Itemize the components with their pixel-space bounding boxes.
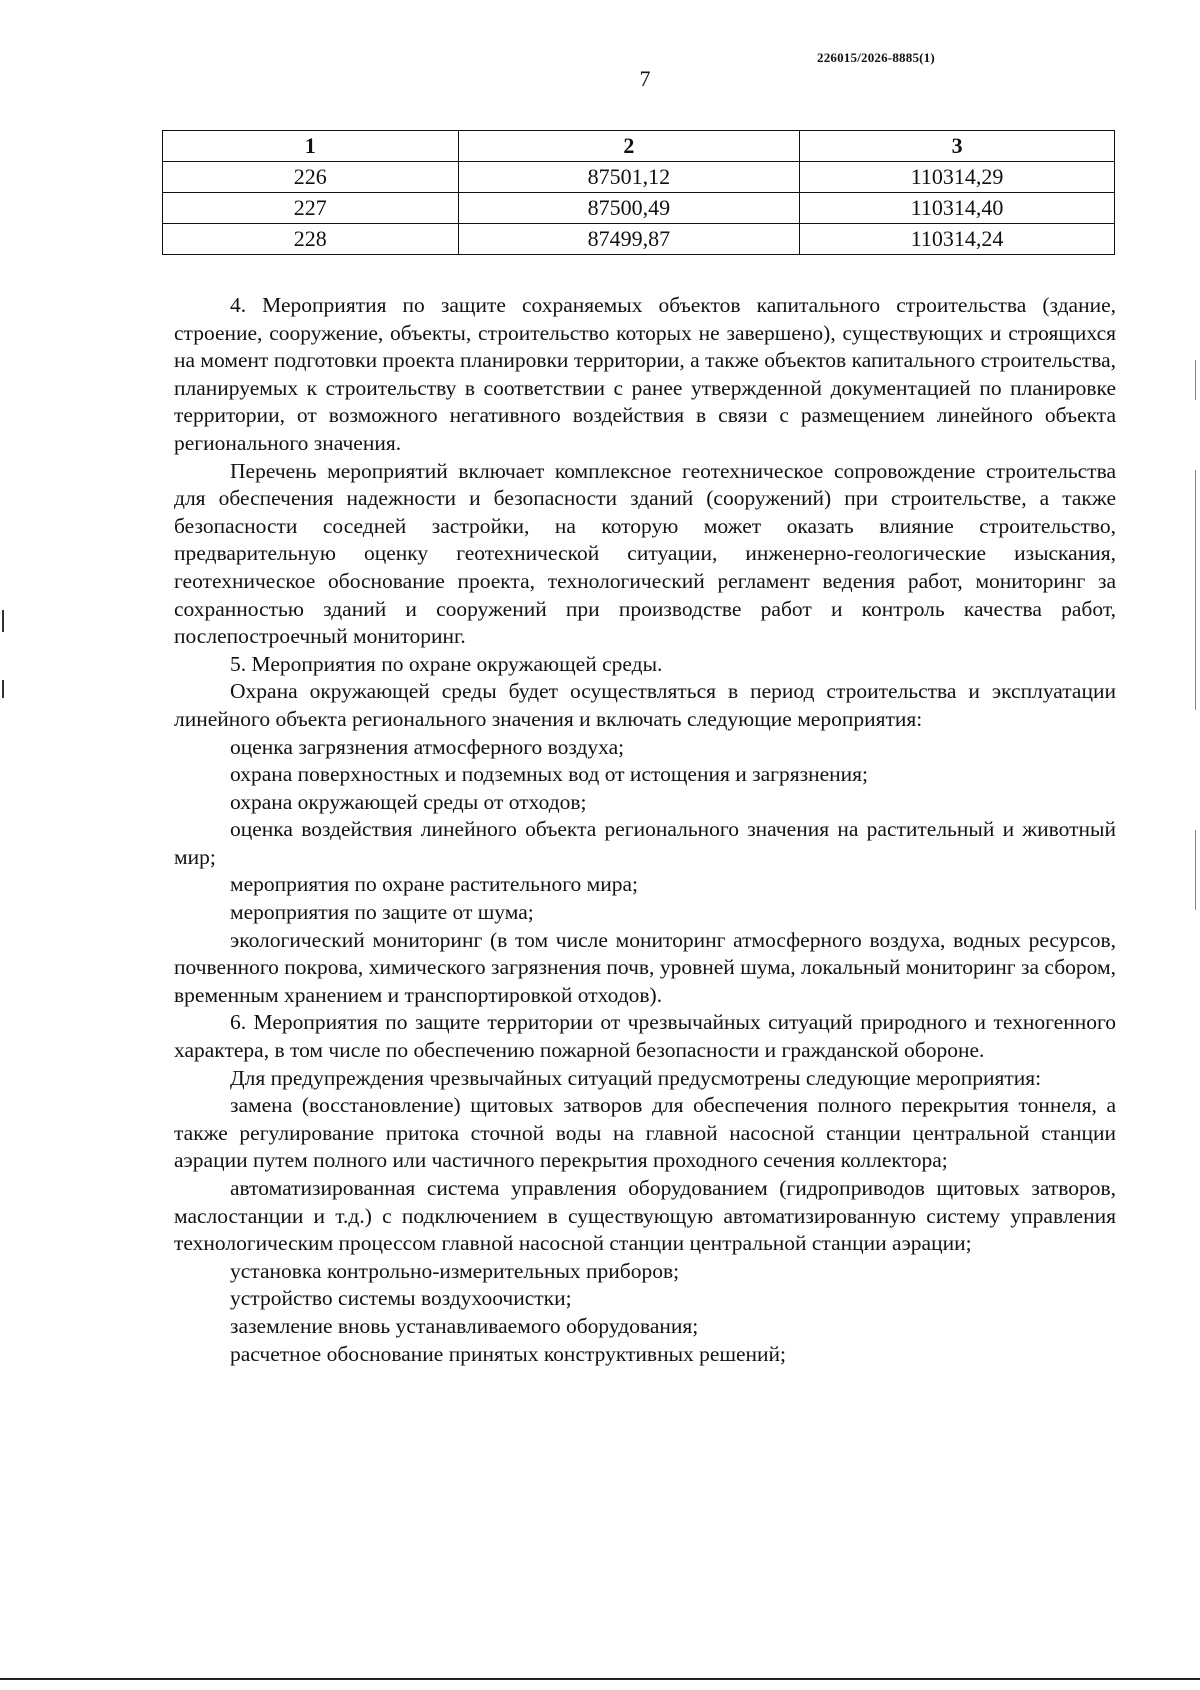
scan-bottom-edge [0, 1678, 1200, 1680]
paragraph: 6. Мероприятия по защите территории от чрезвычайных ситуаций природного и техногенного характера, в том числе по обеспечению пожарной безопасности и гражданской обороне. [174, 1010, 1116, 1063]
list-item: мероприятия по защите от шума; [230, 900, 534, 925]
table-cell: 110314,24 [800, 224, 1115, 255]
table-cell: 87500,49 [458, 193, 800, 224]
document-id: 226015/2026-8885(1) [817, 50, 935, 65]
table-cell: 226 [163, 162, 459, 193]
list-item: устройство системы воздухоочистки; [230, 1286, 572, 1311]
coordinates-table [162, 130, 1115, 255]
list-item: охрана окружающей среды от отходов; [230, 789, 587, 814]
list-item: расчетное обоснование принятых конструктивных решений; [230, 1341, 787, 1366]
paragraph: Перечень мероприятий включает комплексное геотехническое сопровождение строительства для обеспечения надежности и безопасности зданий (сооружений) при строительстве, а также безопасности соседней застройки, на которую может оказать влияние строительство, предварительную оценку геотехнической ситуации, инженерно-геологические изыскания, геотехническое обоснование проекта, технологический регламент ведения работ, мониторинг за сохранностью зданий и сооружений при производстве работ и контроль качества работ, послепостроечный мониторинг. [174, 458, 1116, 649]
page-number: 7 [639, 66, 651, 91]
paragraph: Охрана окружающей среды будет осуществляться в период строительства и эксплуатации линейного объекта регионального значения и включать следующие мероприятия: [174, 679, 1116, 731]
list-item: установка контрольно-измерительных приборов; [230, 1258, 680, 1283]
document-body [174, 292, 1116, 1368]
paragraph: 4. Мероприятия по защите сохраняемых объектов капитального строительства (здание, строение, сооружение, объекты, строительство которых не завершено), существующих и строящихся на момент подготовки проекта планировки территории, а также объектов капитального строительства, планируемых к строительству в соответствии с ранее утвержденной документацией по планировке территории, от возможного негативного воздействия в связи с размещением линейного объекта регионального значения. [174, 293, 1116, 455]
scan-margin-mark [1195, 360, 1196, 400]
table-cell: 227 [163, 193, 459, 224]
list-item: заземление вновь устанавливаемого оборудования; [230, 1313, 699, 1338]
table-cell: 87501,12 [458, 162, 800, 193]
table-header-cell: 3 [800, 131, 1115, 162]
list-item: охрана поверхностных и подземных вод от истощения и загрязнения; [230, 762, 869, 787]
list-item: оценка воздействия линейного объекта регионального значения на растительный и животный мир; [174, 817, 1116, 869]
list-item: замена (восстановление) щитовых затворов для обеспечения полного перекрытия тоннеля, а также регулирование притока сточной воды на главной насосной станции центральной станции аэрации путем полного или частичного перекрытия проходного сечения коллектора; [174, 1093, 1116, 1173]
table-cell: 87499,87 [458, 224, 800, 255]
list-item: экологический мониторинг (в том числе мониторинг атмосферного воздуха, водных ресурсов, почвенного покрова, химического загрязнения почв, уровней шума, локальный мониторинг за сбором, временным хранением и транспортировкой отходов). [174, 927, 1116, 1007]
paragraph: 5. Мероприятия по охране окружающей среды. [230, 651, 663, 676]
list-item: автоматизированная система управления оборудованием (гидроприводов щитовых затворов, маслостанции и т.д.) с подключением в существующую автоматизированную систему управления технологическим процессом главной насосной станции центральной станции аэрации; [174, 1176, 1116, 1256]
list-item: оценка загрязнения атмосферного воздуха; [230, 734, 625, 759]
scan-margin-mark [2, 680, 4, 698]
table-cell: 110314,29 [800, 162, 1115, 193]
table-row [163, 224, 1115, 255]
scan-margin-mark [2, 610, 4, 632]
table-header-cell: 1 [163, 131, 459, 162]
table-cell: 228 [163, 224, 459, 255]
table-row [163, 162, 1115, 193]
table-row [163, 193, 1115, 224]
table-header-cell: 2 [458, 131, 800, 162]
paragraph: Для предупреждения чрезвычайных ситуаций предусмотрены следующие мероприятия: [230, 1065, 1042, 1090]
table-cell: 110314,40 [800, 193, 1115, 224]
table-header-row [163, 131, 1115, 162]
list-item: мероприятия по охране растительного мира; [230, 872, 639, 897]
scan-margin-mark [1195, 470, 1196, 710]
scan-margin-mark [1195, 830, 1196, 910]
